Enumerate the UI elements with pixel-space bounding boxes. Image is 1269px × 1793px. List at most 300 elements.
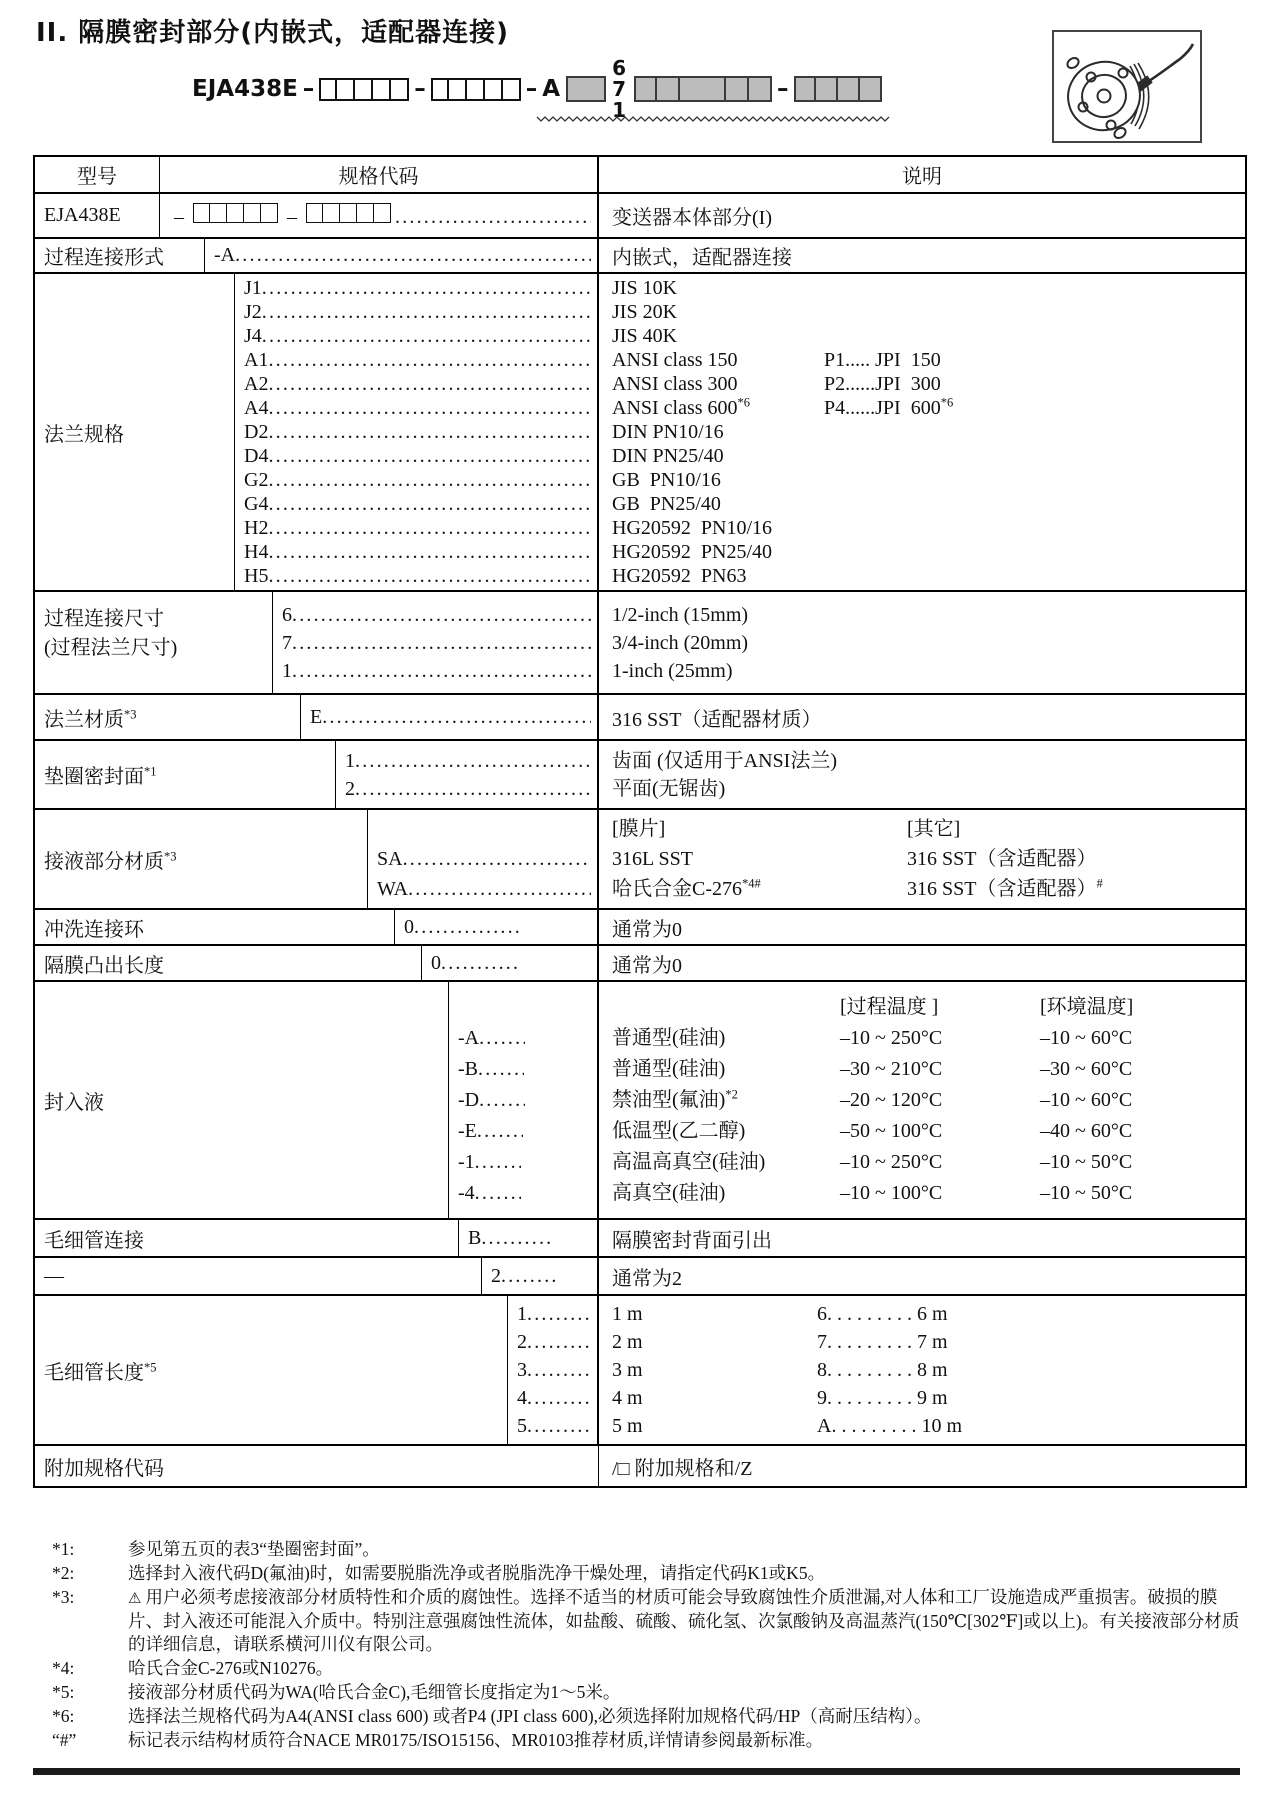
dot-leader bbox=[355, 747, 591, 775]
code-text: G4 bbox=[244, 493, 269, 515]
band-flushing-connection-ring bbox=[35, 910, 1245, 946]
white-code-box-group bbox=[306, 203, 391, 223]
footnote-tag: *4: bbox=[52, 1658, 75, 1678]
code-box bbox=[485, 78, 503, 101]
desc-text: –10 ~ 100°C bbox=[840, 1181, 943, 1204]
footnote-text: 选择法兰规格代码为A4(ANSI class 600) 或者P4 (JPI class 600),必须选择附加规格代码/HP（高耐压结构）。 bbox=[128, 1706, 932, 1726]
dot-leader bbox=[268, 516, 591, 540]
row-line bbox=[244, 540, 597, 564]
desc-text: JIS 40K bbox=[612, 325, 678, 347]
dot-leader bbox=[322, 706, 591, 729]
footnote-text: 接液部分材质代码为WA(哈氏合金C),毛细管长度指定为1～5米。 bbox=[128, 1682, 621, 1702]
label-text: 接液部分材质$^{*3}$ bbox=[44, 848, 177, 873]
desc-text: JIS 10K bbox=[612, 277, 678, 299]
desc-line bbox=[612, 1452, 1239, 1481]
dot-leader bbox=[477, 1116, 523, 1147]
desc-text: 哈氏合金$C-276^{*4\#}$ bbox=[612, 876, 761, 900]
desc-text: 3/4-inch (20mm) bbox=[612, 631, 749, 654]
code-text: -B bbox=[458, 1057, 478, 1080]
desc-text: ANSI class 600$^{*6}$ bbox=[612, 395, 751, 419]
row-line bbox=[612, 516, 1239, 540]
footnotes bbox=[52, 1538, 1247, 1753]
row-line bbox=[612, 844, 1239, 874]
desc-text: –30 ~ 60°C bbox=[1040, 1057, 1133, 1080]
codecol-process-connection-size bbox=[273, 592, 599, 693]
code-box bbox=[227, 203, 244, 223]
row-line bbox=[517, 1356, 597, 1384]
row-line bbox=[404, 916, 597, 939]
row-line bbox=[517, 1328, 597, 1356]
desc-text: 316L SST bbox=[612, 848, 693, 870]
row-line bbox=[612, 874, 1239, 904]
codecol-dash-row bbox=[482, 1258, 599, 1294]
codecol-flange-material bbox=[301, 695, 599, 739]
desc-text: 通常为2 bbox=[612, 1267, 682, 1290]
code-text: 3 bbox=[517, 1359, 527, 1381]
code-text: G2 bbox=[244, 469, 269, 491]
row-line bbox=[612, 1412, 1239, 1440]
desc-text: 9. . . . . . . . . 9 m bbox=[817, 1387, 948, 1409]
code-text: -A bbox=[458, 1026, 480, 1049]
row-line bbox=[612, 1023, 1239, 1054]
row-line bbox=[612, 372, 1239, 396]
gray-code-box bbox=[657, 76, 680, 102]
desccol-flange-material bbox=[599, 695, 1245, 739]
desc-text: P1..... JPI 150 bbox=[824, 349, 941, 371]
code-box bbox=[193, 203, 210, 223]
code-text: -4 bbox=[458, 1181, 475, 1204]
footnote-text: 参见第五页的表3“垫圈密封面”。 bbox=[128, 1539, 380, 1559]
desc-text: 隔膜密封背面引出 bbox=[612, 1229, 772, 1252]
desc-text: 6. . . . . . . . . 6 m bbox=[817, 1303, 948, 1325]
row-line bbox=[612, 492, 1239, 516]
codecol-process-connection-style bbox=[205, 239, 599, 272]
header-code: 规格代码 bbox=[160, 157, 599, 192]
desc-text: P2......JPI 300 bbox=[824, 373, 941, 395]
band-capillary-connection bbox=[35, 1220, 1245, 1258]
header-desc: 说明 bbox=[902, 166, 942, 188]
code-text: J4 bbox=[244, 325, 262, 347]
code-text: -E bbox=[458, 1119, 477, 1142]
dot-leader bbox=[527, 1384, 591, 1412]
label-text: 毛细管连接 bbox=[44, 1229, 144, 1252]
dash-separator: – bbox=[287, 205, 297, 228]
desc-text: 8. . . . . . . . . 8 m bbox=[817, 1359, 948, 1381]
code-text: A4 bbox=[244, 397, 269, 419]
desccol-gasket-contact-face bbox=[599, 741, 1245, 808]
desc-text: –10 ~ 60°C bbox=[1040, 1026, 1133, 1049]
row-line bbox=[517, 1412, 597, 1440]
code-box bbox=[391, 78, 409, 101]
row-line bbox=[282, 601, 597, 629]
label-additional-spec-code bbox=[35, 1446, 599, 1486]
label-flange-rating bbox=[35, 274, 235, 590]
row-line bbox=[244, 564, 597, 588]
code-text: -D bbox=[458, 1088, 480, 1111]
dot-leader bbox=[475, 1147, 521, 1178]
row-line bbox=[612, 1300, 1239, 1328]
size-digit: 7 bbox=[612, 76, 627, 101]
footnote-tag: *2: bbox=[52, 1563, 75, 1583]
code-box bbox=[373, 78, 391, 101]
codecol-diaphragm-protrusion-length bbox=[422, 946, 599, 980]
row-line bbox=[244, 372, 597, 396]
label-process-connection-style bbox=[35, 239, 205, 272]
row-line bbox=[244, 300, 597, 324]
label-text: 法兰规格 bbox=[44, 423, 124, 446]
row-line bbox=[612, 992, 1239, 1023]
code-box bbox=[323, 203, 340, 223]
codecol-gasket-contact-face bbox=[336, 741, 599, 808]
row-line bbox=[431, 952, 597, 975]
desc-text: 4 m bbox=[612, 1387, 643, 1409]
label-superscript: *3 bbox=[164, 848, 177, 863]
label-superscript: *5 bbox=[144, 1359, 157, 1374]
dot-leader bbox=[235, 244, 591, 267]
row-line bbox=[458, 1178, 597, 1209]
band-diaphragm-protrusion-length bbox=[35, 946, 1245, 982]
desccol-diaphragm-protrusion-length bbox=[599, 946, 1245, 980]
dot-leader bbox=[481, 1227, 551, 1250]
code-text: 5 bbox=[517, 1415, 527, 1437]
row-line bbox=[612, 241, 1239, 270]
code-text: H5 bbox=[244, 565, 269, 587]
row-line bbox=[612, 540, 1239, 564]
label-diaphragm-protrusion-length bbox=[35, 946, 422, 980]
desc-text: [其它] bbox=[907, 818, 961, 840]
code-text: 2 bbox=[345, 777, 355, 800]
row-line bbox=[612, 1178, 1239, 1209]
row-line bbox=[612, 420, 1239, 444]
code-text: H4 bbox=[244, 541, 269, 563]
row-line bbox=[282, 657, 597, 685]
desc-text: –20 ~ 120°C bbox=[840, 1088, 943, 1111]
size-digit: 1 bbox=[612, 97, 627, 122]
code-text: 2 bbox=[517, 1331, 527, 1353]
size-digit: 6 bbox=[612, 55, 627, 80]
white-code-box-group bbox=[193, 203, 278, 223]
row-line bbox=[458, 1116, 597, 1147]
desc-text: 1 m bbox=[612, 1303, 643, 1325]
code-box bbox=[431, 78, 449, 101]
label-flange-material bbox=[35, 695, 301, 739]
gray-code-box bbox=[749, 76, 772, 102]
row-line bbox=[458, 1147, 597, 1178]
desc-text: –10 ~ 60°C bbox=[1040, 1088, 1133, 1111]
row-line bbox=[612, 396, 1239, 420]
label-superscript: *3 bbox=[124, 706, 137, 721]
desc-text: 316 SST（含适配器）# bbox=[907, 876, 1103, 900]
desc-text: 316 SST（含适配器） bbox=[907, 848, 1097, 870]
desc-text: 变送器本体部分(I) bbox=[612, 207, 772, 229]
desc-text: JIS 20K bbox=[612, 301, 678, 323]
footnote-tag: *6: bbox=[52, 1706, 75, 1726]
code-box bbox=[244, 203, 261, 223]
label-text: 毛细管长度$^{*5}$ bbox=[44, 1359, 157, 1384]
dot-leader bbox=[268, 420, 591, 444]
dot-leader bbox=[268, 492, 591, 516]
footnote bbox=[52, 1538, 1247, 1561]
row-line bbox=[169, 203, 597, 229]
row-line bbox=[612, 913, 1239, 942]
code-text: 6 bbox=[282, 603, 292, 626]
desc-text: 1/2-inch (15mm) bbox=[612, 603, 749, 626]
code-text: SA bbox=[377, 848, 403, 870]
desc-superscript: # bbox=[1096, 876, 1103, 891]
band-fill-fluid bbox=[35, 982, 1245, 1220]
desccol-process-connection-size bbox=[599, 592, 1245, 693]
desc-text: 普通型(硅油) bbox=[612, 1057, 726, 1080]
desc-text: GB PN25/40 bbox=[612, 493, 721, 515]
footnote-tag: *1: bbox=[52, 1539, 75, 1559]
gray-segment-group bbox=[634, 76, 772, 102]
code-text: J1 bbox=[244, 277, 262, 299]
desc-text: 通常为0 bbox=[612, 918, 682, 941]
desc-text: 1-inch (25mm) bbox=[612, 659, 733, 682]
desc-text: 高温高真空(硅油) bbox=[612, 1150, 766, 1173]
band-model-eja438e bbox=[35, 194, 1245, 239]
desc-text: 齿面 (仅适用于ANSI法兰) bbox=[612, 749, 837, 772]
codecol-model-eja438e bbox=[160, 194, 599, 237]
dot-leader bbox=[355, 775, 591, 803]
row-line bbox=[310, 706, 597, 729]
label-text: 过程连接尺寸 bbox=[44, 608, 164, 630]
label-text: 隔膜凸出长度 bbox=[44, 954, 164, 977]
desccol-capillary-connection bbox=[599, 1220, 1245, 1256]
code-text: H2 bbox=[244, 517, 269, 539]
row-line bbox=[244, 324, 597, 348]
desc-text: GB PN10/16 bbox=[612, 469, 721, 491]
code-box bbox=[306, 203, 323, 223]
code-text: J2 bbox=[244, 301, 262, 323]
row-line bbox=[612, 1224, 1239, 1253]
row-line bbox=[244, 516, 597, 540]
model-prefix: EJA438E bbox=[192, 76, 298, 102]
row-line bbox=[377, 814, 597, 844]
footnote-text: 标记表示结构材质符合NACE MR0175/ISO15156、MR0103推荐材质,详情请参阅最新标准。 bbox=[128, 1730, 824, 1750]
desc-text: 低温型(乙二醇) bbox=[612, 1119, 746, 1142]
gray-code-box bbox=[634, 76, 657, 102]
label-text: — bbox=[44, 1264, 64, 1287]
dot-leader bbox=[262, 324, 591, 348]
desc-text: 5 m bbox=[612, 1415, 643, 1437]
dot-leader bbox=[292, 657, 591, 685]
label-gasket-contact-face bbox=[35, 741, 336, 808]
code-text: 2 bbox=[491, 1264, 501, 1287]
row-line bbox=[458, 1054, 597, 1085]
row-line bbox=[612, 444, 1239, 468]
row-line bbox=[612, 1356, 1239, 1384]
dot-leader bbox=[414, 916, 519, 939]
row-line bbox=[517, 1300, 597, 1328]
desc-superscript: *4# bbox=[742, 876, 761, 891]
row-line bbox=[458, 992, 597, 1023]
footnote-tag: *5: bbox=[52, 1682, 75, 1702]
row-line bbox=[612, 814, 1239, 844]
dash-separator: – bbox=[414, 76, 426, 102]
code-box bbox=[355, 78, 373, 101]
label-fill-fluid bbox=[35, 982, 449, 1218]
footnote-text: ⚠ 用户必须考虑接液部分材质特性和介质的腐蚀性。选择不适当的材质可能会导致腐蚀性介质泄漏,对人体和工厂设施造成严重损害。破损的膜片、封入液还可能混入介质中。特别注意强腐蚀性流体，如盐酸、硫酸、硫化氢、次氯酸钠及高温蒸汽(150℃[302℉]或以上)。有关接液部分材质的详细信息，请联系横河川仪有限公司。 bbox=[128, 1587, 1240, 1654]
desccol-wetted-parts-material bbox=[599, 810, 1245, 908]
row-line bbox=[612, 1147, 1239, 1178]
code-box bbox=[503, 78, 521, 101]
dot-leader bbox=[268, 396, 591, 420]
code-box bbox=[319, 78, 337, 101]
model-code-line bbox=[192, 55, 882, 122]
desccol-fill-fluid bbox=[599, 982, 1245, 1218]
gray-code-box bbox=[816, 76, 838, 102]
gray-tail-group bbox=[794, 76, 882, 102]
desccol-dash-row bbox=[599, 1258, 1245, 1294]
code-text: D2 bbox=[244, 421, 269, 443]
dot-leader bbox=[501, 1265, 559, 1288]
code-text: 0 bbox=[431, 951, 441, 974]
product-image-box bbox=[1052, 30, 1202, 143]
desc-superscript: *6 bbox=[940, 395, 954, 410]
row-line bbox=[458, 1085, 597, 1116]
row-line bbox=[244, 492, 597, 516]
label-text: 法兰材质$^{*3}$ bbox=[44, 706, 137, 731]
desc-text: 通常为0 bbox=[612, 954, 682, 977]
row-line bbox=[612, 201, 1239, 230]
desc-text: –10 ~ 50°C bbox=[1040, 1181, 1133, 1204]
row-line bbox=[612, 775, 1239, 803]
band-wetted-parts-material bbox=[35, 810, 1245, 910]
row-line bbox=[345, 747, 597, 775]
desc-superscript: *2 bbox=[725, 1086, 738, 1101]
desccol-capillary-length bbox=[599, 1296, 1245, 1444]
label-text: 垫圈密封面$^{*1}$ bbox=[44, 764, 157, 788]
code-box bbox=[374, 203, 391, 223]
row-line bbox=[612, 1116, 1239, 1147]
row-line bbox=[612, 1262, 1239, 1291]
row-line bbox=[612, 324, 1239, 348]
dot-leader bbox=[292, 629, 591, 657]
dot-leader bbox=[527, 1412, 591, 1440]
row-line bbox=[612, 629, 1239, 657]
dot-leader bbox=[395, 206, 591, 229]
bottom-rule bbox=[33, 1768, 1240, 1775]
desc-text: ANSI class 300 bbox=[612, 373, 738, 395]
code-text: 1 bbox=[517, 1303, 527, 1325]
row-line bbox=[612, 348, 1239, 372]
row-line bbox=[244, 420, 597, 444]
desc-text: 7. . . . . . . . . 7 m bbox=[817, 1331, 948, 1353]
code-text: -A bbox=[214, 244, 236, 266]
footnote bbox=[52, 1729, 1247, 1752]
footnote bbox=[52, 1586, 1247, 1656]
code-box bbox=[210, 203, 227, 223]
row-line bbox=[612, 601, 1239, 629]
code-text: 0 bbox=[404, 915, 414, 938]
row-line bbox=[458, 1023, 597, 1054]
row-line bbox=[612, 1054, 1239, 1085]
row-line bbox=[517, 1384, 597, 1412]
code-text: A2 bbox=[244, 373, 269, 395]
code-text: 1 bbox=[282, 659, 292, 682]
desc-text: /□ 附加规格和/Z bbox=[612, 1457, 753, 1480]
gray-code-box bbox=[794, 76, 816, 102]
page-title: II. 隔膜密封部分(内嵌式，适配器连接) bbox=[36, 18, 510, 48]
code-text: 1 bbox=[345, 749, 355, 772]
desc-text: 2 m bbox=[612, 1331, 643, 1353]
label-process-connection-size bbox=[35, 592, 273, 693]
desc-text: 内嵌式，适配器连接 bbox=[612, 247, 792, 269]
code-text: 4 bbox=[517, 1387, 527, 1409]
band-process-connection-style bbox=[35, 239, 1245, 274]
gray-code-box bbox=[680, 76, 726, 102]
desc-text: –30 ~ 210°C bbox=[840, 1057, 943, 1080]
label-text: EJA438E bbox=[44, 204, 121, 226]
label-text-line2: (过程法兰尺寸) bbox=[44, 637, 178, 659]
row-line bbox=[612, 1085, 1239, 1116]
desc-text: 禁油型(氟油)$^{*2}$ bbox=[612, 1086, 738, 1111]
desc-text: [膜片] bbox=[612, 818, 666, 840]
dot-leader bbox=[268, 444, 591, 468]
footnote bbox=[52, 1562, 1247, 1585]
desc-additional-spec-code bbox=[599, 1446, 1245, 1486]
label-capillary-connection bbox=[35, 1220, 459, 1256]
band-flange-rating bbox=[35, 274, 1245, 592]
code-box bbox=[340, 203, 357, 223]
dot-leader bbox=[478, 1054, 524, 1085]
warning-icon: ⚠ bbox=[128, 1589, 142, 1607]
codecol-flushing-connection-ring bbox=[395, 910, 599, 944]
code-box bbox=[261, 203, 278, 223]
white-code-box-group bbox=[319, 78, 409, 101]
label-superscript: *1 bbox=[144, 764, 157, 779]
desc-text: ANSI class 150 bbox=[612, 349, 738, 371]
desc-text: [过程温度 ] bbox=[840, 995, 939, 1018]
desc-text: –50 ~ 100°C bbox=[840, 1119, 943, 1142]
footnote bbox=[52, 1681, 1247, 1704]
label-flushing-connection-ring bbox=[35, 910, 395, 944]
desc-text: –10 ~ 50°C bbox=[1040, 1150, 1133, 1173]
codecol-capillary-length bbox=[508, 1296, 599, 1444]
row-line bbox=[612, 657, 1239, 685]
label-text: 过程连接形式 bbox=[44, 247, 164, 269]
code-box bbox=[467, 78, 485, 101]
code-text: -1 bbox=[458, 1150, 475, 1173]
codecol-flange-rating bbox=[235, 274, 599, 590]
footnote-tag: “#” bbox=[52, 1730, 77, 1750]
dot-leader bbox=[262, 300, 591, 324]
code-box bbox=[337, 78, 355, 101]
desc-superscript: *6 bbox=[737, 395, 751, 410]
code-text: D4 bbox=[244, 445, 269, 467]
dot-leader bbox=[408, 874, 591, 904]
label-dash-row bbox=[35, 1258, 482, 1294]
dash-separator: – bbox=[302, 76, 315, 102]
desc-text: HG20592 PN10/16 bbox=[612, 517, 773, 539]
row-line bbox=[491, 1265, 597, 1288]
dot-leader bbox=[403, 844, 591, 874]
dot-leader bbox=[268, 468, 591, 492]
row-line bbox=[244, 444, 597, 468]
dash-separator: – bbox=[525, 76, 538, 102]
dot-leader bbox=[268, 348, 591, 372]
band-capillary-length bbox=[35, 1296, 1245, 1446]
desc-text: 平面(无锯齿) bbox=[612, 777, 726, 800]
row-line bbox=[612, 1328, 1239, 1356]
dot-leader bbox=[475, 1178, 521, 1209]
row-line bbox=[244, 396, 597, 420]
row-line bbox=[612, 949, 1239, 978]
desc-text: 316 SST（适配器材质） bbox=[612, 708, 822, 731]
desc-text: –40 ~ 60°C bbox=[1040, 1119, 1133, 1142]
dot-leader bbox=[441, 952, 521, 975]
